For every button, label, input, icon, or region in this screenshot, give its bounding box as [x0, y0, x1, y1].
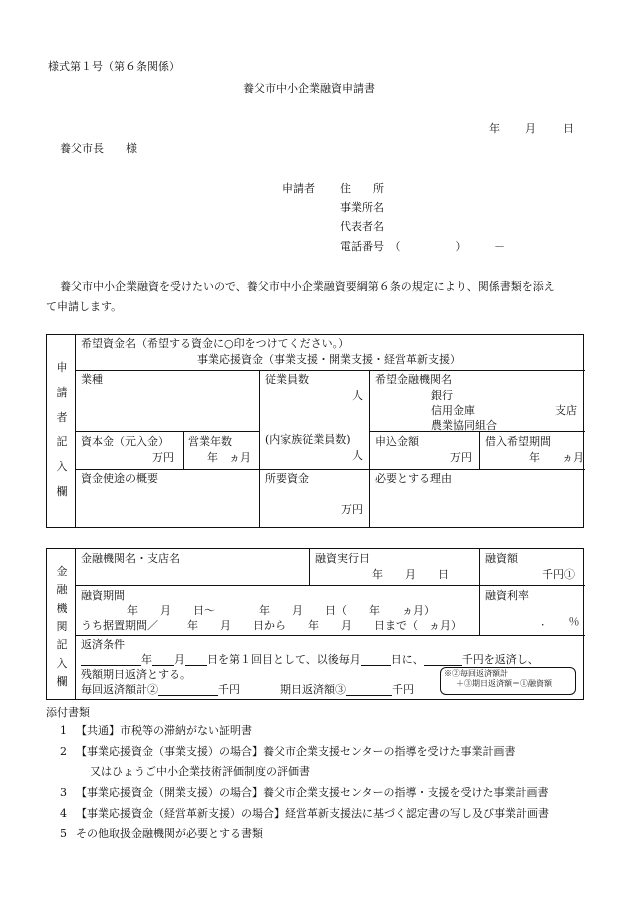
interest-rate-label: 融資利率: [485, 589, 529, 602]
finance-section-side-label: 金 融 機 関 記 入 欄: [56, 565, 68, 688]
deferral-prefix: うち据置期間／: [81, 619, 158, 632]
bank-label: 銀行: [431, 389, 453, 402]
years-unit: 年 ヵ月: [207, 451, 251, 464]
capital-label: 資本金（元入金）: [81, 435, 169, 448]
employees-label: 従業員数: [265, 373, 309, 386]
fund-options: 事業応援資金（事業支援・開業支援・経営革新支援）: [197, 353, 461, 366]
institution-branch-label: 金融機関名・支店名: [81, 552, 180, 565]
required-fund-unit: 万円: [341, 503, 363, 516]
attachment-text-2: 【事業応援資金（事業支援）の場合】養父市企業支援センターの指導を受けた事業計画書: [76, 745, 516, 758]
intro-line-2: て申請します。: [46, 300, 123, 313]
exec-date-value: 年 月 日: [372, 568, 449, 581]
applicant-address: 住 所: [340, 182, 384, 195]
required-fund-label: 所要資金: [265, 472, 309, 485]
employees-unit: 人: [352, 389, 363, 402]
applicant-section-side-label: 申 請 者 記 入 欄: [56, 361, 68, 498]
repay-label: 返済条件: [81, 638, 125, 651]
repay-line-2: 残額期日返済とする。: [81, 668, 191, 681]
attachment-num-4: 4: [60, 807, 67, 820]
attachment-text-2b: 又はひょうご中小企業技術評価制度の評価書: [90, 765, 310, 778]
family-employees-unit: 人: [352, 449, 363, 462]
date-month: 月: [525, 122, 536, 135]
repay-line-3: 毎回返済額計② 千円 期日返済額③ 千円: [81, 683, 414, 696]
applicant-representative: 代表者名: [340, 220, 384, 233]
loan-period-unit: 年 ヵ月: [529, 451, 584, 464]
attachments-title: 添付書類: [46, 706, 90, 719]
date-year: 年: [489, 122, 500, 135]
reason-label: 必要とする理由: [375, 472, 452, 485]
repay-line-1: 年 月 日を第１回目として、以後毎月 日に、 千円を返済し、: [81, 653, 539, 666]
form-number: 様式第１号（第６条関係）: [48, 60, 180, 73]
family-employees-label: (内家族従業員数): [265, 433, 351, 446]
apply-amount-unit: 万円: [450, 451, 472, 464]
attachment-num-5: 5: [60, 827, 67, 840]
branch-label: 支店: [555, 404, 577, 417]
applicant-business-name: 事業所名: [340, 201, 384, 214]
industry-label: 業種: [81, 373, 103, 386]
exec-date-label: 融資実行日: [315, 552, 370, 565]
purpose-label: 資金使途の概要: [81, 472, 158, 485]
attachment-text-5: その他取扱金融機関が必要とする書類: [76, 827, 263, 840]
attachment-num-1: 1: [60, 724, 67, 737]
applicant-phone: 電話番号 （ ） －: [340, 240, 505, 253]
attachment-num-3: 3: [60, 786, 67, 799]
date-day: 日: [563, 122, 574, 135]
loan-amount-label: 融資額: [485, 552, 518, 565]
apply-amount-label: 申込金額: [375, 435, 419, 448]
capital-unit: 万円: [152, 451, 174, 464]
years-label: 営業年数: [188, 435, 232, 448]
loan-period-label: 借入希望期間: [485, 435, 551, 448]
repayment-note: ※②毎回返済額計 ＋③期日返済額＝①融資額: [440, 667, 576, 695]
interest-rate-unit: ． ％: [541, 615, 580, 628]
loan-amount-unit: 千円①: [542, 568, 575, 581]
attachment-text-4: 【事業応援資金（経営革新支援）の場合】経営革新支援法に基づく認定書の写し及び事業計画書: [76, 807, 549, 820]
applicant-label: 申請者: [282, 182, 315, 195]
finance-section-table: [46, 548, 584, 700]
attachment-text-3: 【事業応援資金（開業支援）の場合】養父市企業支援センターの指導・支援を受けた事業計画書: [76, 786, 549, 799]
loan-period-line: 年 月 日～ 年 月 日（ 年 ヵ月）: [127, 604, 435, 617]
addressee: 養父市長 様: [60, 142, 137, 155]
attachment-text-1: 【共通】市税等の滞納がない証明書: [76, 724, 252, 737]
document-title: 養父市中小企業融資申請書: [243, 82, 375, 95]
noukyou-label: 農業協同組合: [431, 419, 497, 432]
institution-label: 希望金融機関名: [375, 373, 452, 386]
desired-fund-label: 希望資金名（希望する資金に○印をつけてください。）: [81, 337, 350, 350]
shinkin-label: 信用金庫: [431, 404, 475, 417]
applicant-section-table: [46, 334, 584, 528]
attachment-num-2: 2: [60, 745, 67, 758]
loan-period-label: 融資期間: [81, 589, 125, 602]
intro-line-1: 養父市中小企業融資を受けたいので、養父市中小企業融資要綱第６条の規定により、関係書類を添え: [60, 280, 555, 293]
deferral-line: 年 月 日から 年 月 日まで（ ヵ月）: [187, 619, 462, 632]
